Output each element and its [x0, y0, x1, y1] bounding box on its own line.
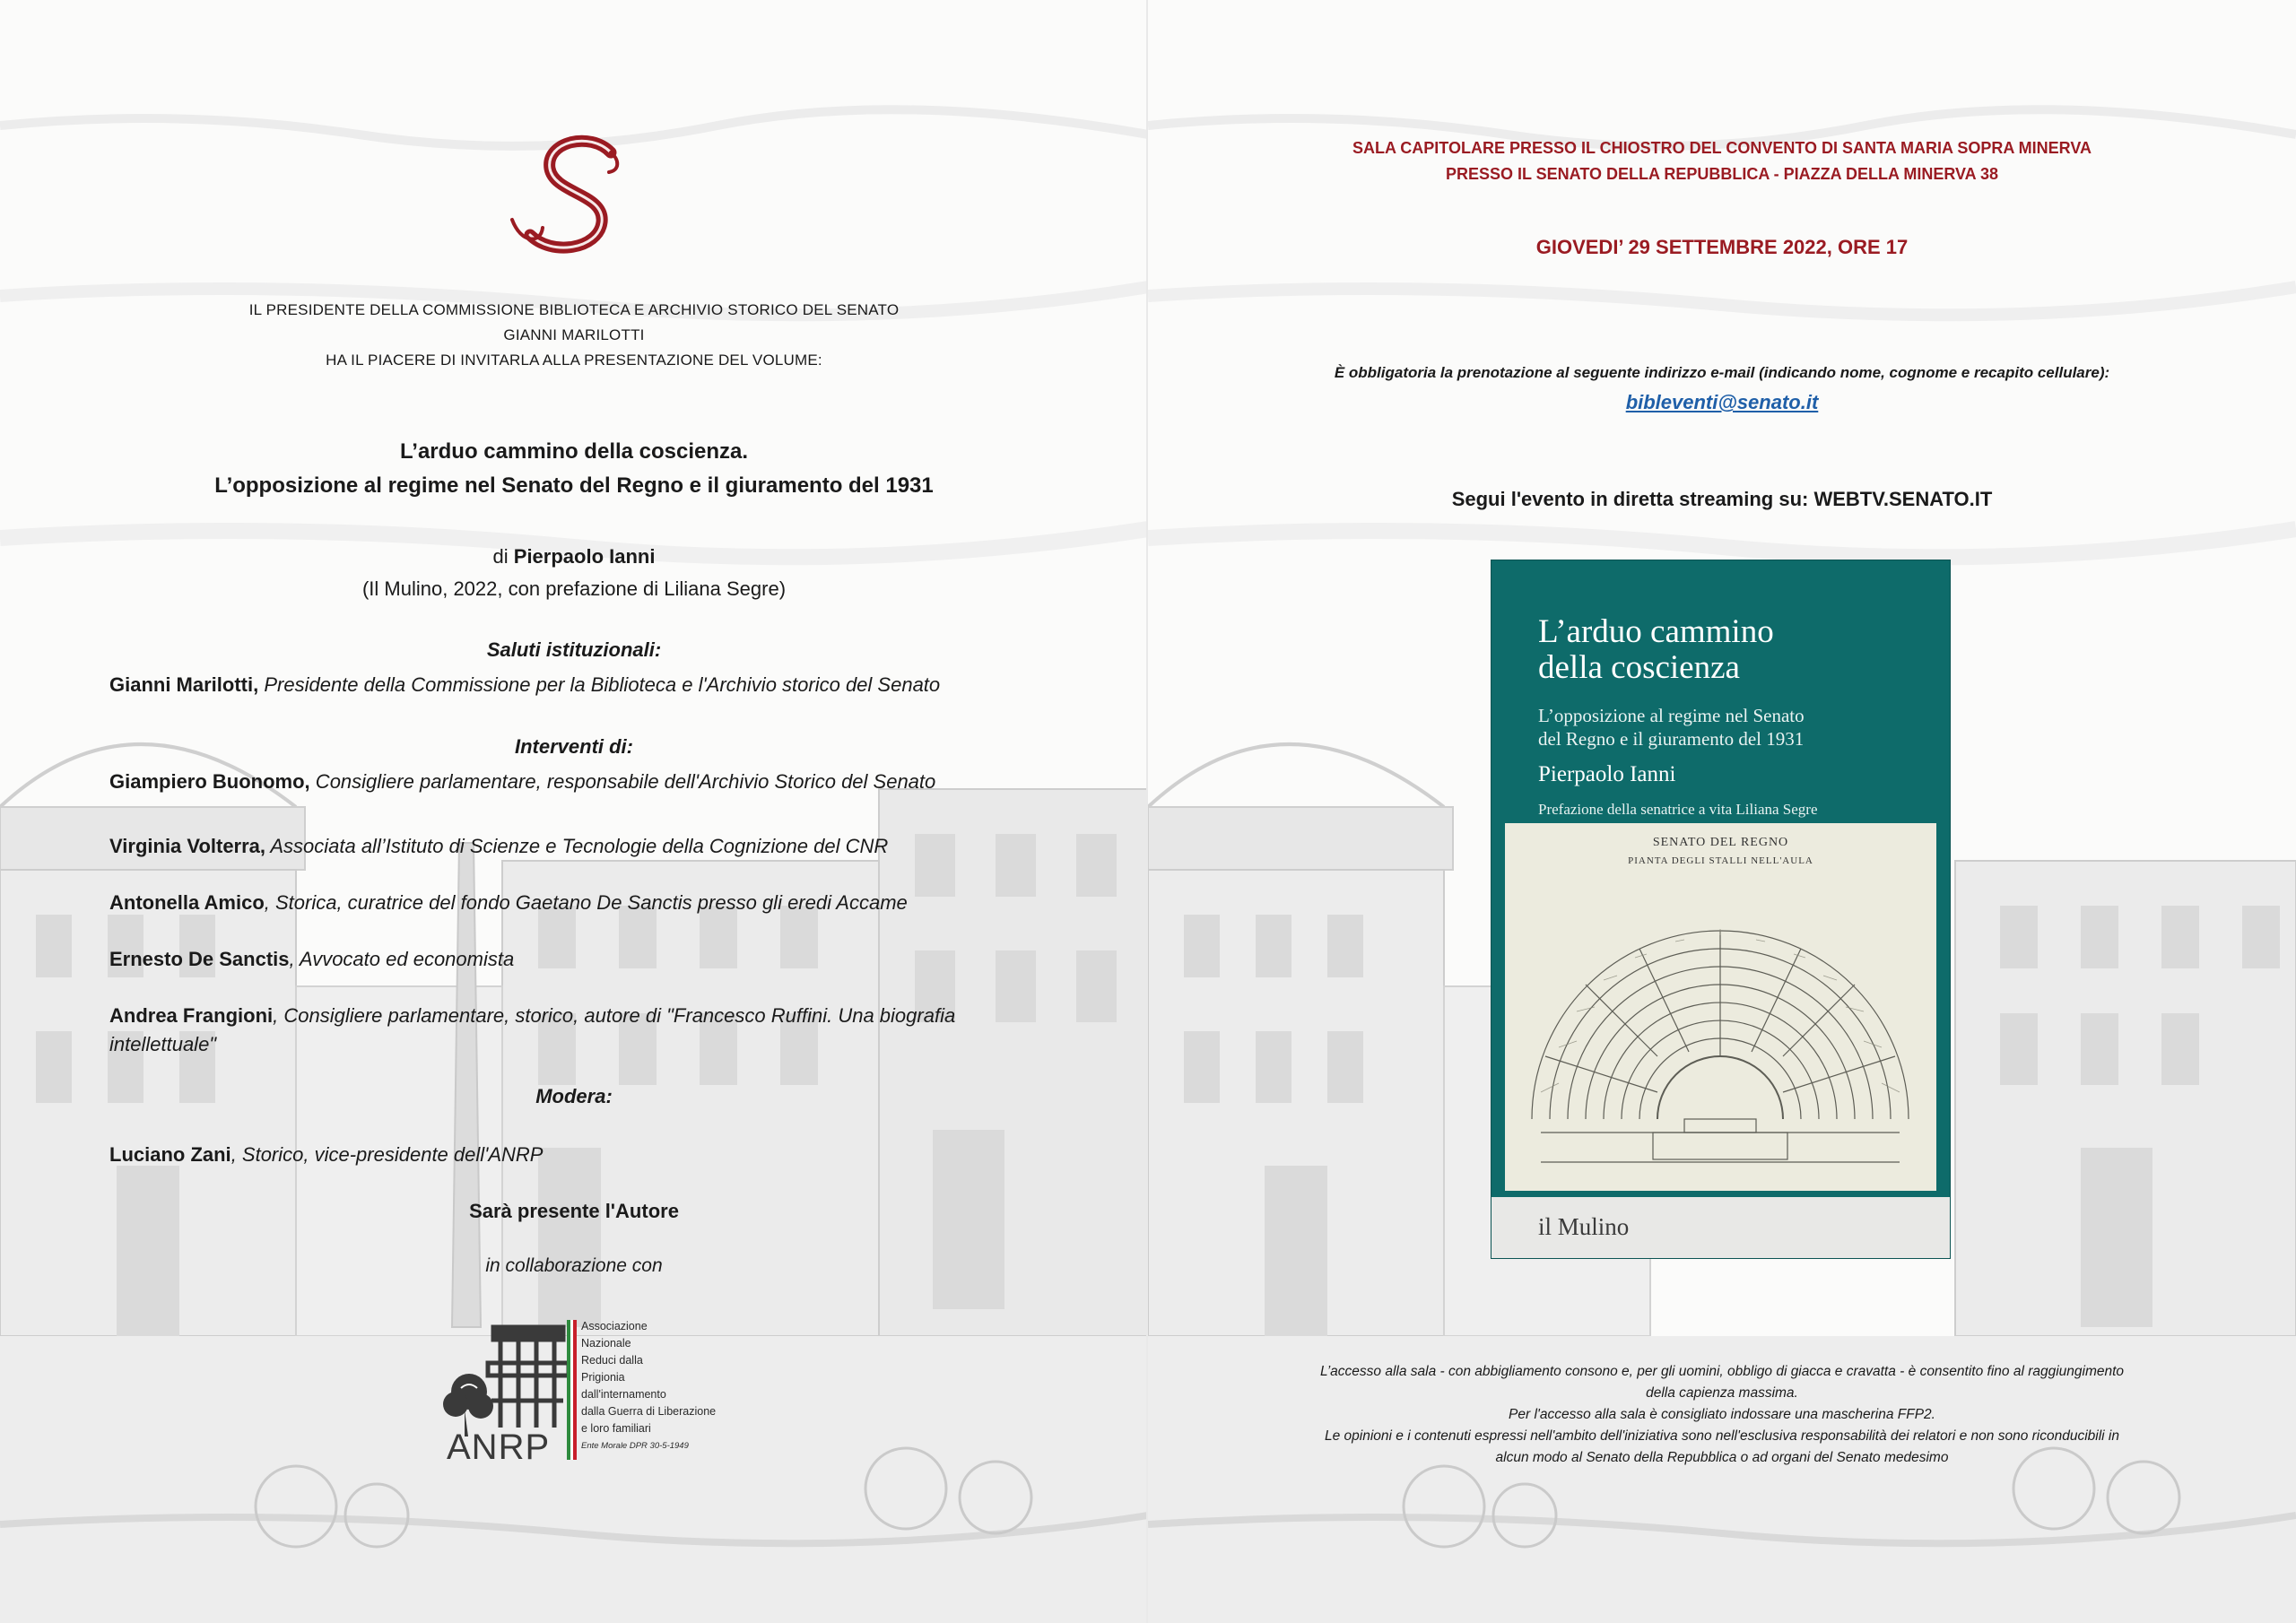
cover-title — [1538, 614, 1933, 686]
moderator-entry — [109, 1141, 1024, 1169]
speaker-entry — [109, 945, 1024, 974]
speaker-entry — [109, 1002, 1024, 1059]
anrp-line: dalla Guerra di Liberazione — [581, 1405, 717, 1418]
greeting-name: Gianni Marilotti, — [109, 673, 259, 696]
invitation-intro-line-1: IL PRESIDENTE DELLA COMMISSIONE BIBLIOTECA E ARCHIVIO STORICO DEL SENATO — [248, 301, 900, 318]
event-date: GIOVEDI’ 29 SETTEMBRE 2022, ORE 17 — [1535, 236, 1909, 258]
speaker-role: , Consigliere parlamentare, storico, autore di "Francesco Ruffini. Una biografia intellettuale" — [109, 1004, 956, 1055]
access-note-line: della capienza massima. — [1646, 1385, 1798, 1401]
speaker-role: , Avvocato ed economista — [289, 948, 515, 970]
senato-s-monogram-icon — [505, 135, 639, 260]
speaker-name: Andrea Frangioni — [109, 1004, 274, 1027]
speaker-entry — [109, 768, 1024, 796]
speaker-name: Antonella Amico — [109, 891, 265, 914]
anrp-line: dall'internamento — [581, 1388, 666, 1401]
speaker-entry — [109, 832, 1024, 861]
right-page — [1148, 0, 2296, 1623]
senate-seating-plan — [1505, 823, 1936, 1191]
cover-preface: Prefazione della senatrice a vita Liliana Segre — [1538, 801, 1818, 818]
access-note-line: L’accesso alla sala - con abbigliamento consono e, per gli uomini, obbligo di giacca e cravatta - è consentito fino al raggiungimento — [1319, 1364, 2125, 1379]
anrp-line: Associazione — [581, 1320, 648, 1332]
by-prefix: di — [492, 545, 514, 568]
cover-subtitle-line: del Regno e il giuramento del 1931 — [1538, 728, 1805, 750]
speaker-entry — [109, 889, 1024, 917]
moderator-heading: Modera: — [535, 1085, 613, 1107]
anrp-line: e loro familiari — [581, 1422, 651, 1435]
book-author-line — [0, 545, 1148, 568]
anrp-logo — [429, 1311, 734, 1472]
cover-title-line: della coscienza — [1538, 649, 1740, 686]
collaboration-label: in collaborazione con — [485, 1255, 663, 1276]
greetings-heading: Saluti istituzionali: — [486, 638, 662, 661]
cover-title-line: L’arduo cammino — [1538, 613, 1774, 650]
speaker-name: Virginia Volterra, — [109, 835, 266, 857]
book-title-line-1: L’arduo cammino della coscienza. — [399, 439, 749, 464]
anrp-acronym: ANRP — [447, 1428, 551, 1467]
access-note-line: Per l'accesso alla sala è consigliato indossare una mascherina FFP2. — [1509, 1407, 1935, 1422]
booking-email-link[interactable]: bibleventi@senato.it — [1625, 391, 1819, 413]
author-present: Sarà presente l'Autore — [469, 1200, 679, 1222]
cover-publisher: il Mulino — [1538, 1213, 1630, 1240]
cover-author: Pierpaolo Ianni — [1538, 762, 1676, 786]
moderator-name: Luciano Zani — [109, 1143, 231, 1166]
moderator-role: , Storico, vice-presidente dell'ANRP — [230, 1143, 544, 1166]
greeting-entry — [109, 671, 1024, 699]
flag-stripe-red — [573, 1320, 577, 1460]
access-note-line: alcun modo al Senato della Repubblica o ad organi del Senato medesimo — [1495, 1450, 1949, 1465]
speaker-role: Consigliere parlamentare, responsabile dell'Archivio Storico del Senato — [309, 770, 936, 793]
anrp-line: Prigionia — [581, 1371, 625, 1384]
speaker-role: Associata all’Istituto di Scienze e Tecnologie della Cognizione del CNR — [265, 835, 889, 857]
book-author: Pierpaolo Ianni — [513, 545, 656, 568]
booking-notice: È obbligatoria la prenotazione al seguente indirizzo e-mail (indicando nome, cognome e recapito cellulare): — [1334, 364, 2110, 381]
access-note-line: Le opinioni e i contenuti espressi nell'ambito dell'iniziativa sono nell'esclusiva responsabilità dei relatori e non sono riconducibili in — [1325, 1428, 2119, 1444]
invitation-intro-line-2: GIANNI MARILOTTI — [503, 326, 645, 343]
anrp-full-name — [581, 1318, 716, 1454]
book-title-line-2: L’opposizione al regime nel Senato del Regno e il giuramento del 1931 — [214, 473, 934, 498]
speaker-name: Giampiero Buonomo, — [109, 770, 310, 793]
speaker-role: , Storica, curatrice del fondo Gaetano De Sanctis presso gli eredi Accame — [264, 891, 908, 914]
venue-line-2: PRESSO IL SENATO DELLA REPUBBLICA - PIAZZA DELLA MINERVA 38 — [1445, 165, 1999, 183]
plan-subheading: PIANTA DEGLI STALLI NELL'AULA — [1628, 855, 1813, 866]
streaming-notice: Segui l'evento in diretta streaming su: WEBTV.SENATO.IT — [1451, 488, 1993, 510]
anrp-line: Ente Morale DPR 30-5-1949 — [581, 1441, 689, 1451]
speakers-heading: Interventi di: — [514, 735, 633, 758]
booking-email-wrap — [1148, 391, 2296, 414]
venue-line-1: SALA CAPITOLARE PRESSO IL CHIOSTRO DEL CONVENTO DI SANTA MARIA SOPRA MINERVA — [1352, 139, 2092, 157]
greeting-role: Presidente della Commissione per la Biblioteca e l'Archivio storico del Senato — [258, 673, 941, 696]
invitation-intro-line-3: HA IL PIACERE DI INVITARLA ALLA PRESENTAZIONE DEL VOLUME: — [326, 352, 822, 369]
cover-subtitle-line: L’opposizione al regime nel Senato — [1538, 705, 1805, 726]
publisher-band — [1492, 1197, 1950, 1258]
access-notes — [1238, 1361, 2206, 1469]
anrp-line: Nazionale — [581, 1337, 631, 1350]
speaker-name: Ernesto De Sanctis — [109, 948, 290, 970]
book-cover — [1492, 560, 1950, 1258]
book-edition: (Il Mulino, 2022, con prefazione di Liliana Segre) — [361, 577, 787, 600]
cover-subtitle — [1538, 704, 1933, 751]
hemicycle-drawing — [1505, 823, 1936, 1191]
anrp-line: Reduci dalla — [581, 1354, 643, 1367]
plan-heading: SENATO DEL REGNO — [1652, 836, 1789, 849]
